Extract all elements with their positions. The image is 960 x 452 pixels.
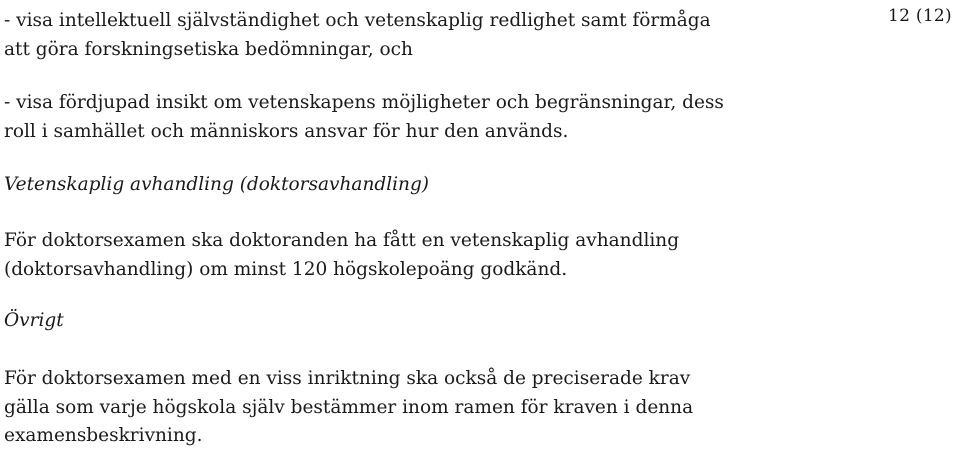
list-item-insight: - visa fördjupad insikt om vetenskapens möjligheter och begränsningar, dess roll i samhället och människors ansvar för hur den används.: [4, 92, 724, 142]
other-paragraph: För doktorsexamen med en viss inriktning ska också de preciserade krav gälla som varje högskola själv bestämmer inom ramen för kraven i denna examensbeskrivning.: [4, 368, 694, 446]
thesis-paragraph: För doktorsexamen ska doktoranden ha fått en vetenskaplig avhandling (doktorsavhandling) om minst 120 högskolepoäng godkänd.: [4, 230, 680, 280]
list-item-integrity: - visa intellektuell självständighet och vetenskaplig redlighet samt förmåga att göra forskningsetiska bedömningar, och: [4, 10, 711, 60]
section-heading-other: Övrigt: [4, 310, 64, 331]
section-heading-thesis: Vetenskaplig avhandling (doktorsavhandling): [4, 174, 430, 195]
page-number: 12 (12): [887, 6, 952, 26]
